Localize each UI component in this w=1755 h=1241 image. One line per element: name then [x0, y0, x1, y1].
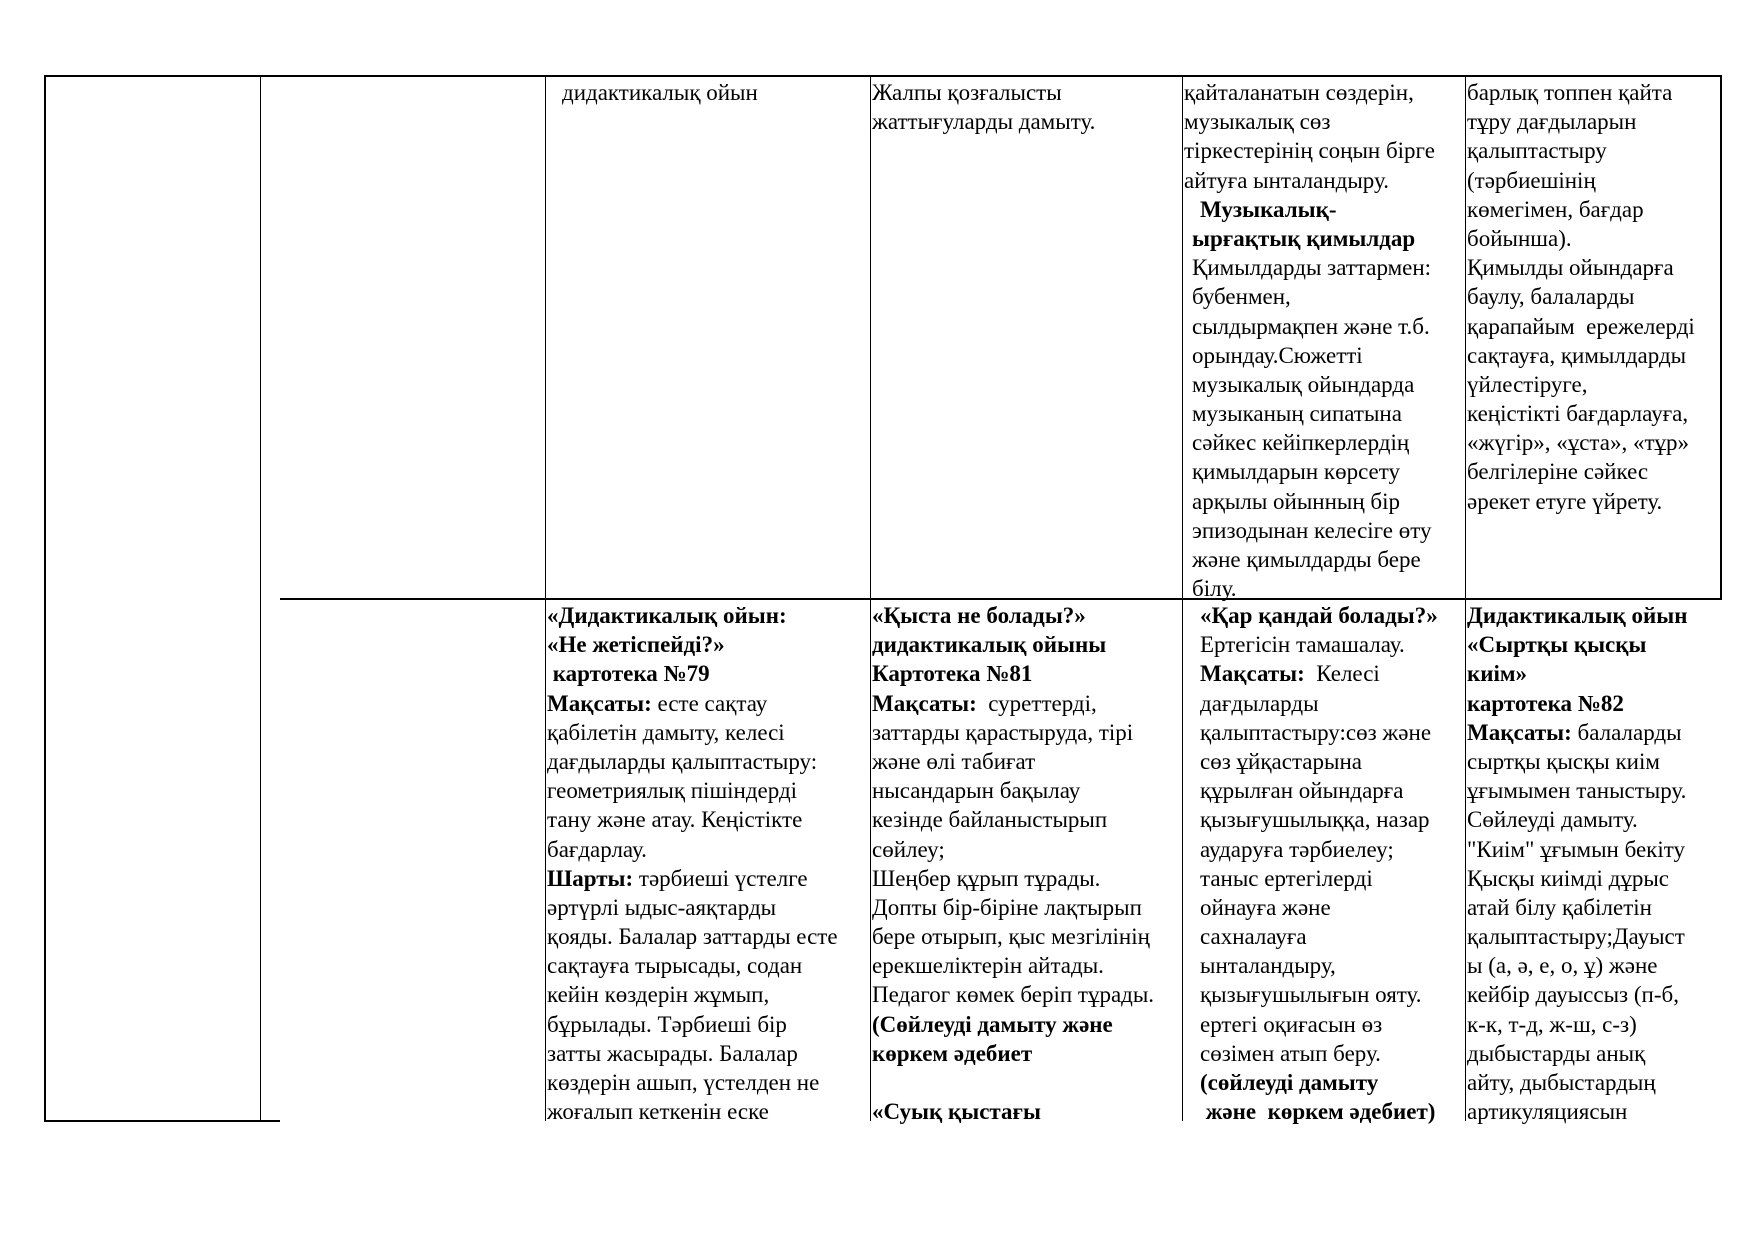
text-run: Қимылдарды заттармен: [1192, 255, 1432, 281]
bottom-row-winter-game-cell [872, 601, 1154, 1126]
text-line [1467, 224, 1695, 253]
table-right-border [1720, 75, 1722, 600]
text-line [1184, 659, 1438, 688]
text-run: музыкалық ойындарда [1192, 371, 1415, 397]
text-line [872, 78, 1095, 107]
text-run: сөзімен атып беру. [1200, 1040, 1381, 1066]
text-line [872, 1097, 1154, 1126]
text-line [1467, 718, 1687, 747]
column-border-5 [1465, 75, 1466, 1121]
text-line [872, 835, 1154, 864]
column-border-1 [260, 75, 261, 1121]
text-run: арқылы ойынның бір [1192, 488, 1400, 514]
text-run: бағдарлау. [547, 836, 647, 862]
text-run: қайталанатын сөздерін, [1184, 80, 1414, 105]
text-line [1184, 689, 1438, 718]
text-line [1184, 922, 1438, 951]
text-line [1467, 282, 1695, 311]
text-line [872, 805, 1154, 834]
text-line [872, 107, 1095, 136]
text-run: және қимылдарды бере [1192, 547, 1421, 572]
text-run: сәйкес кейіпкерлердің [1192, 430, 1410, 456]
text-line [1184, 545, 1435, 574]
text-run: дағдыларды қалыптастыру: [547, 748, 818, 774]
text-line [547, 922, 838, 951]
text-run: көркем әдебиет [872, 1040, 1033, 1066]
text-run: киім» [1467, 661, 1528, 687]
text-run: суреттерді, [976, 690, 1097, 716]
text-line [547, 776, 838, 805]
bottom-row-didactic-game-cell [547, 601, 838, 1126]
text-run: Қимылды ойындарға [1467, 255, 1674, 281]
text-line [547, 893, 838, 922]
text-line [872, 776, 1154, 805]
text-line [872, 747, 1154, 776]
text-run: Мақсаты: [872, 690, 977, 716]
text-line [1184, 428, 1435, 457]
text-run: аударуға тәрбиелеу; [1200, 836, 1394, 862]
text-line [1467, 136, 1695, 165]
text-run: Шарты: [547, 865, 634, 891]
text-run: сыртқы қысқы киім [1467, 748, 1660, 774]
text-run: Допты бір-біріне лақтырып [872, 894, 1142, 920]
text-line [1184, 864, 1438, 893]
text-run: геометриялық пішіндерді [547, 778, 798, 804]
text-run: ы (а, ә, е, о, ұ) және [1467, 953, 1658, 979]
text-run: бере отырып, қыс мезгілінің [872, 924, 1150, 950]
text-run: баулу, балаларды [1467, 284, 1635, 310]
text-line [1467, 980, 1687, 1009]
text-run: сөз ұйқастарына [1200, 748, 1362, 774]
text-line [547, 659, 838, 688]
text-line [872, 922, 1154, 951]
text-run: тәрбиеші үстелге [633, 865, 808, 891]
text-run: Дидактикалық ойын [1467, 603, 1688, 628]
text-run: құрылған ойындарға [1200, 778, 1404, 804]
text-run: «Қар қандай болады?» [1200, 603, 1438, 628]
text-line [872, 630, 1154, 659]
text-line [547, 747, 838, 776]
text-line [872, 1068, 1154, 1097]
text-run: сақтауға, қимылдарды [1467, 342, 1687, 368]
text-run: дидактикалық ойын [562, 80, 758, 105]
text-run: ерекшеліктерін айтады. [872, 953, 1104, 979]
text-line [1184, 1097, 1438, 1126]
text-run: орындау.Сюжетті [1192, 342, 1363, 368]
text-run: сахналауға [1200, 924, 1307, 950]
text-line [1184, 78, 1435, 107]
text-line [1184, 399, 1435, 428]
text-run: ынталандыру, [1200, 953, 1336, 979]
text-line [547, 718, 838, 747]
text-line [547, 689, 838, 718]
bottom-row-fairytale-cell [1184, 601, 1438, 1126]
text-run: «Сыртқы қысқы [1467, 632, 1647, 658]
text-line [872, 1039, 1154, 1068]
text-line [1467, 893, 1687, 922]
text-line [872, 659, 1154, 688]
text-line [1467, 689, 1687, 718]
text-run: (Сөйлеуді дамыту және [872, 1011, 1113, 1037]
text-line [1467, 312, 1695, 341]
text-run: ойнауға және [1200, 894, 1331, 920]
text-line [1467, 864, 1687, 893]
text-run: артикуляциясын [1467, 1099, 1628, 1125]
text-run: қалыптастыру [1467, 138, 1607, 164]
text-run: тану және атау. Кеңістікте [547, 807, 803, 833]
text-line [1467, 601, 1687, 630]
text-line [547, 805, 838, 834]
text-run: Ертегісін тамашалау. [1200, 632, 1405, 658]
text-run: айтуға ынталандыру. [1184, 167, 1389, 193]
text-line [1184, 718, 1438, 747]
text-run: әрекет етуге үйрету. [1467, 488, 1663, 514]
text-line [547, 835, 838, 864]
top-row-games-cell [1467, 78, 1695, 516]
text-line [1184, 136, 1435, 165]
text-line [1467, 78, 1695, 107]
text-run: Шеңбер құрып тұрады. [872, 865, 1101, 891]
text-line [1184, 574, 1435, 603]
text-line [872, 893, 1154, 922]
text-run: дағдыларды [1200, 690, 1319, 716]
text-run: «Дидактикалық ойын: [547, 603, 787, 628]
text-run: бойынша). [1467, 225, 1572, 251]
text-run: белгілеріне сәйкес [1467, 459, 1649, 485]
text-run: Мақсаты: [1200, 661, 1305, 687]
text-line [1184, 980, 1438, 1009]
top-row-physical-cell [872, 78, 1095, 136]
text-line [1467, 107, 1695, 136]
text-line [1467, 1068, 1687, 1097]
text-line [547, 1068, 838, 1097]
row-separator [280, 598, 1722, 600]
text-run: қарапайым ережелерді [1467, 313, 1695, 339]
text-run: сылдырмақпен және т.б. [1192, 313, 1430, 339]
text-run: нысандарын бақылау [872, 778, 1081, 804]
table-bottom-left-border [44, 1120, 280, 1122]
text-line [547, 630, 838, 659]
text-run: есте сақтау [651, 690, 768, 716]
text-line [1184, 224, 1435, 253]
text-run: музыкалық сөз [1184, 109, 1331, 135]
text-line [1184, 341, 1435, 370]
text-line [1184, 1039, 1438, 1068]
text-line [1184, 282, 1435, 311]
text-line [547, 601, 838, 630]
text-run: тіркестерінің соңын бірге [1184, 138, 1435, 164]
text-line [1467, 630, 1687, 659]
text-line [1467, 922, 1687, 951]
text-run: заттарды қарастыруда, тірі [872, 719, 1134, 745]
text-line [1467, 747, 1687, 776]
text-run: кейбір дауыссыз (п-б, [1467, 982, 1679, 1008]
text-line [1184, 195, 1435, 224]
text-run: кейін көздерін жұмып, [547, 982, 770, 1008]
text-run: қалыптастыру;Дауыст [1467, 924, 1685, 950]
text-line [1467, 659, 1687, 688]
text-line [1184, 805, 1438, 834]
text-line [1467, 428, 1695, 457]
text-line [872, 980, 1154, 1009]
text-line [872, 864, 1154, 893]
text-run: қызығушылыққа, назар [1200, 807, 1430, 833]
text-run: (тәрбиешінің [1467, 167, 1596, 193]
text-run: "Киім" ұғымын бекіту [1467, 836, 1685, 862]
text-line [1184, 516, 1435, 545]
text-run: әртүрлі ыдыс-аяқтарды [547, 894, 777, 920]
text-line [1184, 1010, 1438, 1039]
text-line [1184, 951, 1438, 980]
text-line [1184, 893, 1438, 922]
text-line [1467, 370, 1695, 399]
text-run: қабілетін дамыту, келесі [547, 719, 785, 745]
column-border-3 [870, 75, 871, 1121]
text-run: таныс ертегілерді [1200, 865, 1373, 891]
text-line [1467, 1039, 1687, 1068]
text-run: қимылдарын көрсету [1192, 459, 1401, 485]
top-row-music-cell [1184, 78, 1435, 603]
text-line [1184, 166, 1435, 195]
bottom-row-clothing-game-cell [1467, 601, 1687, 1126]
text-run: Картотека №81 [872, 661, 1033, 687]
text-line [1467, 166, 1695, 195]
text-run: (сөйлеуді дамыту [1200, 1070, 1379, 1095]
text-run: Келесі [1304, 661, 1380, 687]
text-run: ұғымымен таныстыру. [1467, 778, 1687, 804]
table-top-border [44, 75, 1722, 77]
text-line [1467, 1097, 1687, 1126]
text-line [1184, 630, 1438, 659]
text-line [1467, 341, 1695, 370]
text-run: атай білу қабілетін [1467, 894, 1652, 920]
text-run: «Не жетіспейді?» [547, 632, 725, 658]
text-run: «жүгір», «ұста», «тұр» [1467, 430, 1690, 456]
text-line [1184, 601, 1438, 630]
text-run: картотека №79 [547, 661, 710, 687]
text-run: эпизодынан келесіге өту [1192, 517, 1432, 543]
column-border-4 [1182, 75, 1183, 1121]
text-run: дидактикалық ойыны [872, 632, 1107, 658]
text-line [1184, 835, 1438, 864]
text-line [1184, 107, 1435, 136]
text-run: Қысқы киімді дұрыс [1467, 865, 1670, 891]
text-line [547, 1097, 838, 1126]
text-line [547, 951, 838, 980]
text-line [1467, 457, 1695, 486]
text-run: айту, дыбыстардың [1467, 1070, 1656, 1095]
text-run: балаларды [1571, 719, 1682, 745]
text-run: музыканың сипатына [1192, 401, 1402, 427]
text-run: көмегімен, бағдар [1467, 196, 1644, 222]
text-run: қызығушылығын ояту. [1200, 982, 1422, 1008]
text-line [872, 951, 1154, 980]
text-run: кезінде байланыстырып [872, 807, 1108, 833]
text-line [562, 78, 758, 107]
text-run: бубенмен, [1192, 284, 1291, 310]
text-line [1467, 776, 1687, 805]
text-line [1184, 253, 1435, 282]
text-run: картотека №82 [1467, 690, 1624, 716]
text-line [547, 864, 838, 893]
column-border-2 [545, 75, 546, 1121]
text-run: бұрылады. Тәрбиеші бір [547, 1011, 787, 1037]
text-line [872, 718, 1154, 747]
text-run: Мақсаты: [547, 690, 652, 716]
text-line [1184, 747, 1438, 776]
text-line [1467, 951, 1687, 980]
text-line [1467, 487, 1695, 516]
text-line [1184, 776, 1438, 805]
text-run: барлық топпен қайта [1467, 80, 1673, 105]
text-line [1467, 195, 1695, 224]
text-run: сақтауға тырысады, содан [547, 953, 803, 979]
text-run: сөйлеу; [872, 836, 945, 862]
text-line [1467, 835, 1687, 864]
text-run: қалыптастыру:сөз және [1200, 719, 1432, 745]
text-run: және көркем әдебиет) [1200, 1099, 1436, 1125]
text-run: к-к, т-д, ж-ш, с-з) [1467, 1011, 1637, 1037]
text-line [1184, 312, 1435, 341]
text-run: Мақсаты: [1467, 719, 1572, 745]
text-line [547, 1039, 838, 1068]
text-line [1467, 399, 1695, 428]
text-run: кеңістікті бағдарлауға, [1467, 401, 1689, 427]
text-run: ертегі оқиғасын өз [1200, 1011, 1383, 1037]
text-run: Жалпы қозғалысты [872, 80, 1062, 105]
text-run: Музыкалық- [1200, 196, 1337, 222]
text-line [872, 1010, 1154, 1039]
text-run: «Суық қыстағы [872, 1099, 1041, 1125]
text-line [872, 689, 1154, 718]
text-line [1467, 1010, 1687, 1039]
text-line [1184, 457, 1435, 486]
text-run: дыбыстарды анық [1467, 1040, 1646, 1066]
text-run: үйлестіруге, [1467, 371, 1588, 397]
top-row-activity-cell [562, 78, 758, 107]
table-left-border [44, 75, 46, 1121]
text-run: көздерін ашып, үстелден не [547, 1070, 820, 1095]
text-run: білу. [1192, 576, 1237, 602]
text-line [1184, 1068, 1438, 1097]
text-run: тұру дағдыларын [1467, 109, 1637, 135]
text-line [1184, 370, 1435, 399]
text-run: Педагог көмек беріп тұрады. [872, 982, 1155, 1008]
text-run: және өлі табиғат [872, 748, 1036, 774]
text-line [547, 980, 838, 1009]
text-run: «Қыста не болады?» [872, 603, 1086, 628]
text-line [1184, 487, 1435, 516]
text-line [1467, 253, 1695, 282]
text-line [1467, 805, 1687, 834]
text-run: қояды. Балалар заттарды есте [547, 924, 838, 950]
text-run: жаттығуларды дамыту. [872, 109, 1096, 135]
text-run: ырғақтық қимылдар [1192, 225, 1416, 251]
text-run: жоғалып кеткенін еске [547, 1099, 769, 1125]
text-run: Сөйлеуді дамыту. [1467, 807, 1638, 833]
text-run: затты жасырады. Балалар [547, 1040, 798, 1066]
text-line [547, 1010, 838, 1039]
text-line [872, 601, 1154, 630]
